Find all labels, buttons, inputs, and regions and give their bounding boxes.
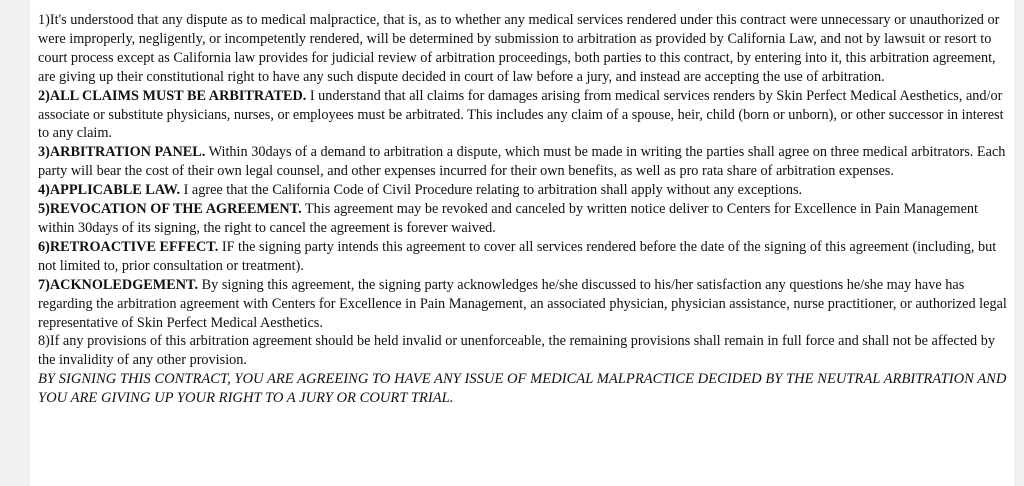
paragraph-number: 1) <box>38 12 50 28</box>
paragraph-number: 6) <box>38 238 50 255</box>
paragraph-1 <box>38 11 1008 87</box>
paragraph-text: I understand that all claims for damages arising from medical services renders by Skin Perfect Medical Aesthetics, and/or associate or substitute physicians, nurses, or employees must be arbitrated. This includes any claim of a spouse, heir, child (born or unborn), or other successor in interest to any claim. <box>38 87 1004 142</box>
paragraph-number: 7) <box>38 276 50 293</box>
paragraph-number: 3) <box>38 144 50 161</box>
paragraph-text: IF the signing party intends this agreement to cover all services rendered before the date of the signing of this agreement (including, but not limited to, prior consultation or treatment). <box>38 238 997 274</box>
paragraph-heading: ALL CLAIMS MUST BE ARBITRATED. <box>49 87 307 104</box>
paragraph-text: If any provisions of this arbitration agreement should be held invalid or unenforceable, the remaining provisions shall remain in full force and shall not be affected by the invalidity of any other provision. <box>38 333 995 369</box>
paragraph-2 <box>38 87 1008 144</box>
paragraph-text: It's understood that any dispute as to medical malpractice, that is, as to whether any medical services rendered under this contract were unnecessary or unauthorized or were improperly, negligently, or incompetently rendered, will be determined by submission to arbitration as provided by California Law, and not by lawsuit or resort to court process except as California law provides for judicial review of arbitration proceedings, both parties to this contract, by entering into it, this arbitration agreement, are giving up their constitutional right to have any such dispute decided in court of law before a jury, and instead are accepting the use of arbitration. <box>38 12 1000 85</box>
paragraph-heading: APPLICABLE LAW. <box>49 182 181 199</box>
arbitration-agreement-text <box>38 11 1008 408</box>
paragraph-7 <box>38 276 1008 333</box>
closing-statement: BY SIGNING THIS CONTRACT, YOU ARE AGREEING TO HAVE ANY ISSUE OF MEDICAL MALPRACTICE DECIDED BY THE NEUTRAL ARBITRATION AND YOU ARE GIVING UP YOUR RIGHT TO A JURY OR COURT TRIAL. <box>38 371 1007 407</box>
paragraph-number: 5) <box>38 201 50 218</box>
paragraph-text: This agreement may be revoked and canceled by written notice deliver to Centers for Excellence in Pain Management within 30days of its signing, the right to cancel the agreement is forever waived. <box>38 201 978 236</box>
paragraph-number: 2) <box>38 87 50 104</box>
paragraph-text: I agree that the California Code of Civil Procedure relating to arbitration shall apply without any exceptions. <box>180 182 803 199</box>
paragraph-5 <box>38 200 1008 238</box>
document-page <box>30 0 1014 486</box>
paragraph-3 <box>38 143 1008 181</box>
paragraph-text: Within 30days of a demand to arbitration a dispute, which must be made in writing the parties shall agree on three medical arbitrators. Each party will bear the cost of their own legal counsel, and other expenses incurred for their own benefits, as well as pro rata share of arbitration expenses. <box>38 144 1006 180</box>
paragraph-heading: REVOCATION OF THE AGREEMENT. <box>49 201 302 218</box>
paragraph-number: 4) <box>38 182 50 199</box>
paragraph-8 <box>38 332 1008 370</box>
paragraph-4 <box>38 181 1008 200</box>
paragraph-heading: RETROACTIVE EFFECT. <box>49 238 219 255</box>
paragraph-number: 8) <box>38 333 50 350</box>
paragraph-heading: ARBITRATION PANEL. <box>49 144 206 161</box>
paragraph-6 <box>38 238 1008 276</box>
paragraph-heading: ACKNOLEDGEMENT. <box>49 276 199 293</box>
paragraph-text: By signing this agreement, the signing party acknowledges he/she discussed to his/her satisfaction any questions he/she may have has regarding the arbitration agreement with Centers for Excellence in Pain Management, an associated physician, physician assistance, nurse practitioner, or authorized legal representative of Skin Perfect Medical Aesthetics. <box>38 276 1007 331</box>
